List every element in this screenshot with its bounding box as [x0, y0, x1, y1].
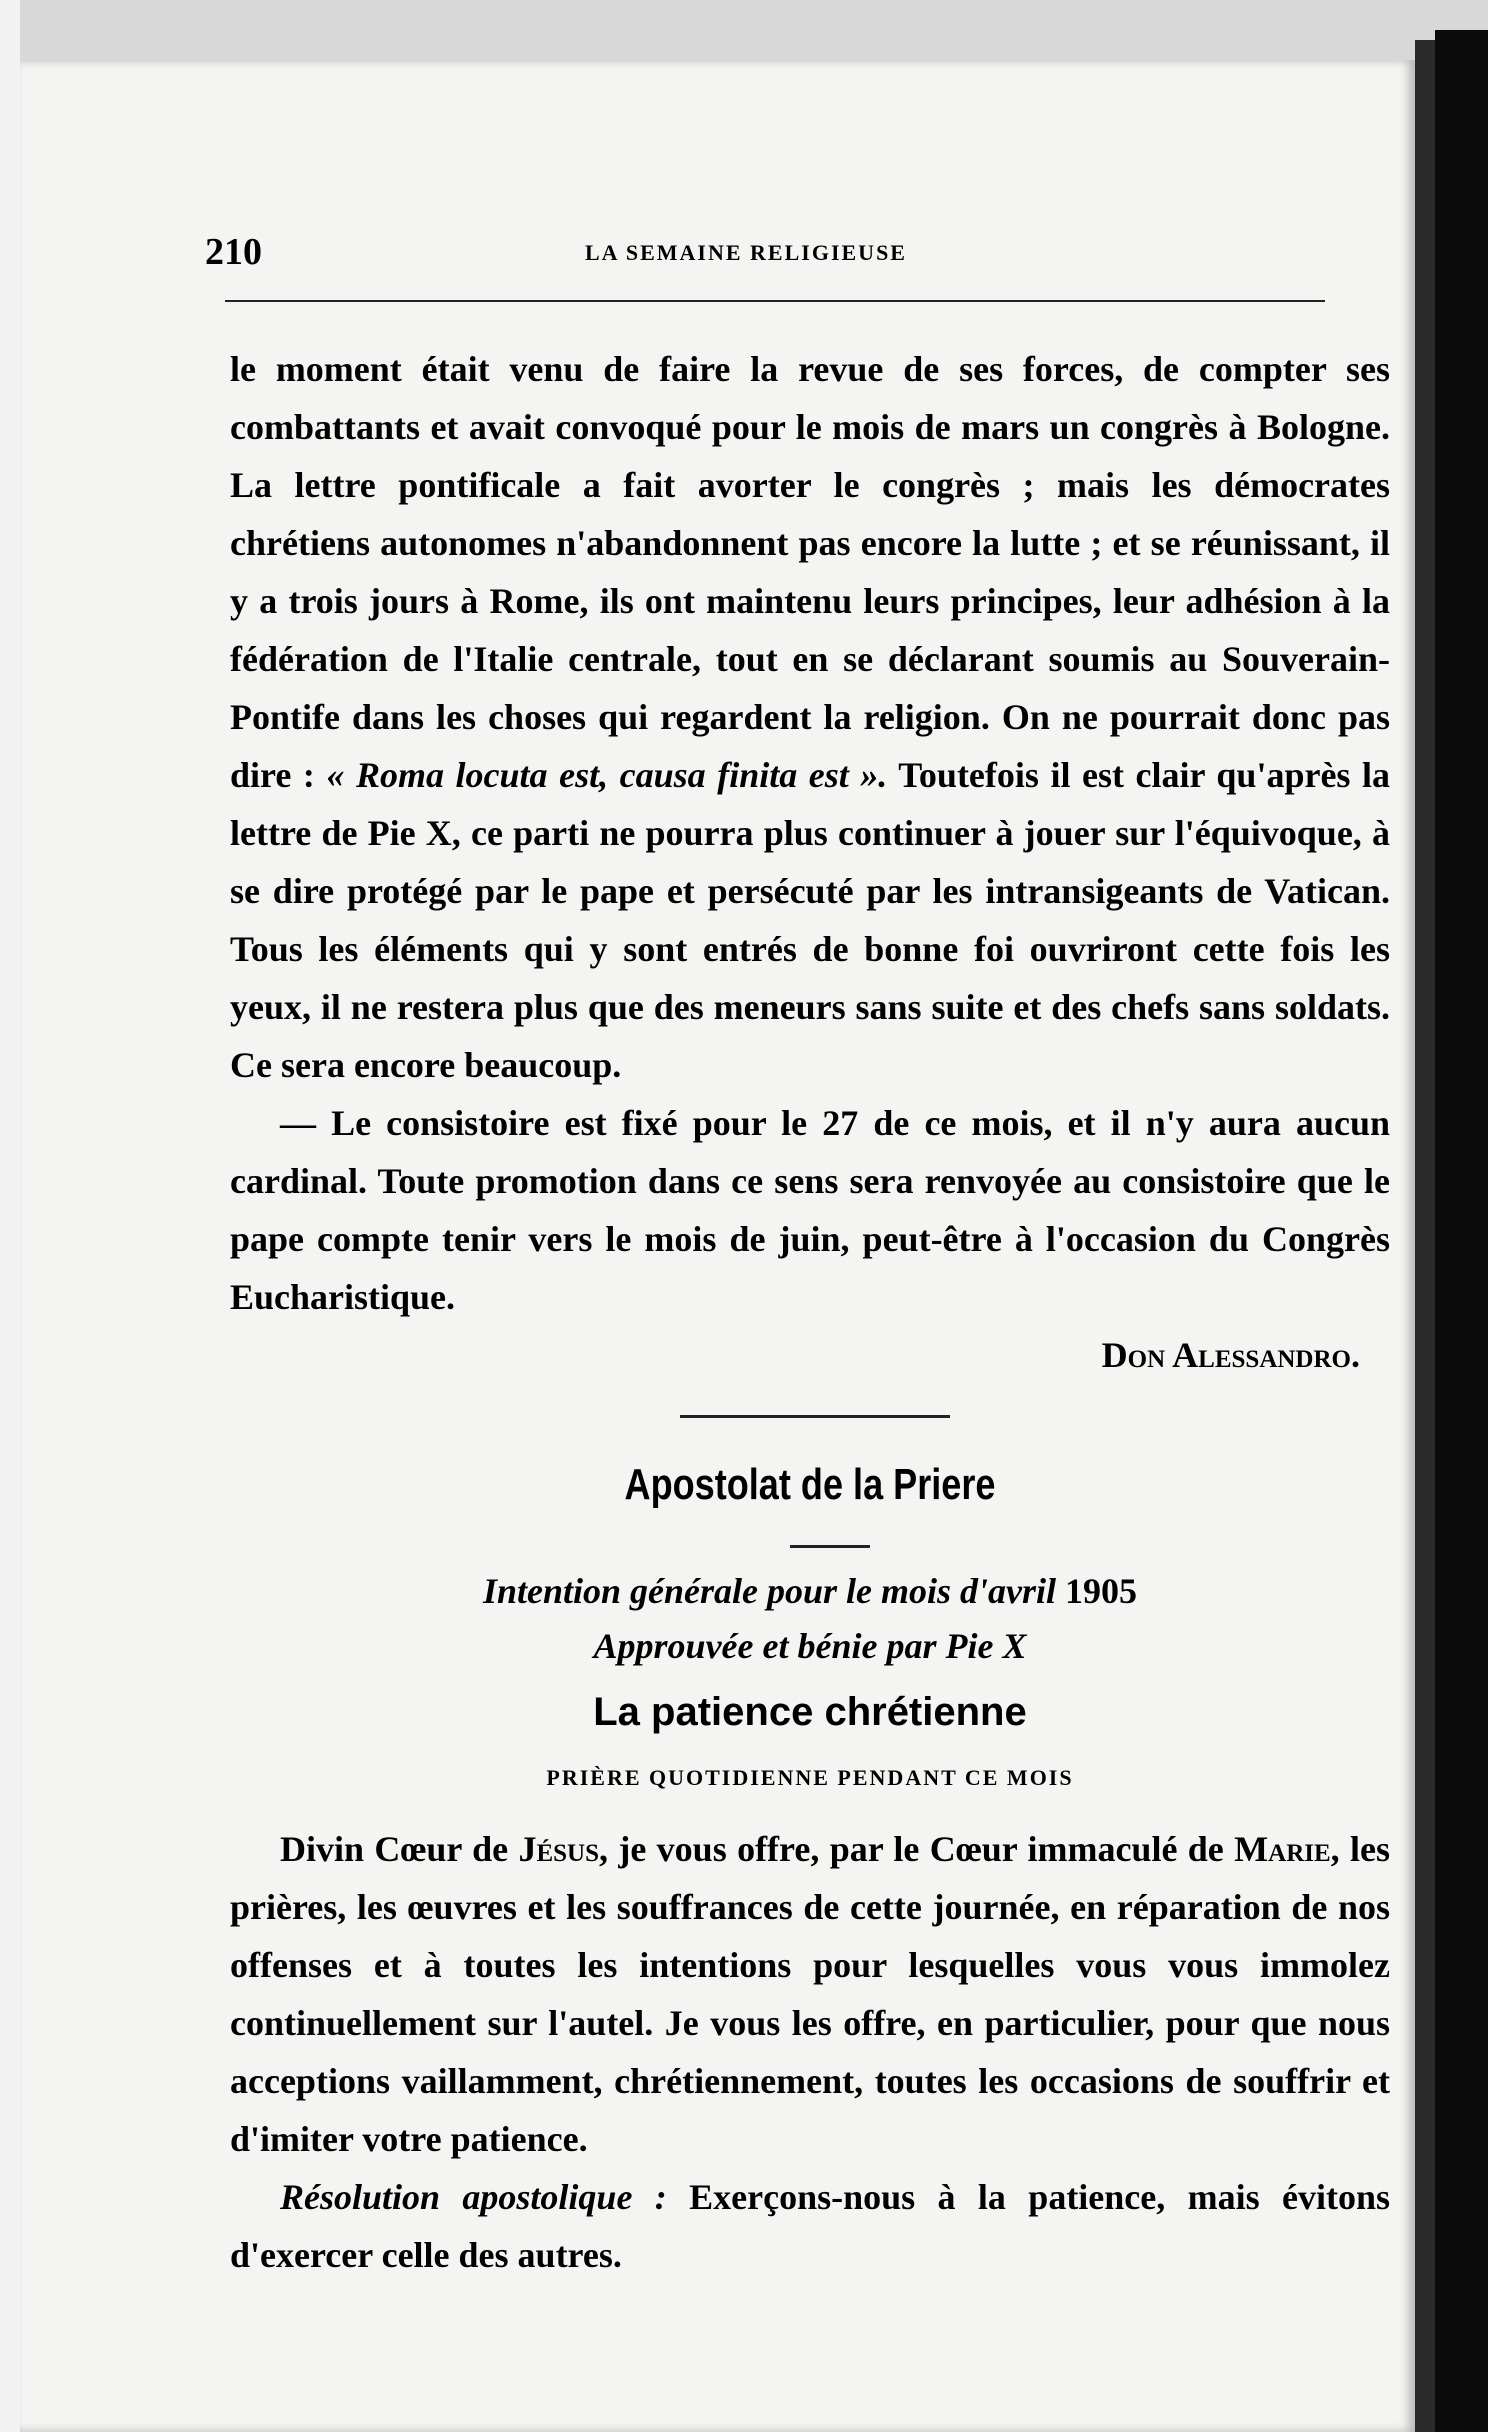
- prayer-text-start: Divin Cœur de: [280, 1829, 509, 1869]
- page-gutter: [1415, 40, 1435, 2432]
- scan-background-left: [0, 0, 20, 2432]
- prayer-heading: PRIÈRE QUOTIDIENNE PENDANT CE MOIS: [546, 1765, 1074, 1790]
- header-rule: [225, 300, 1325, 302]
- article-signature: Don Alessandro.: [1101, 1335, 1360, 1375]
- article-text-continued: Toutefois il est clair qu'après la lettre de Pie X, ce parti ne pourra plus continuer à jouer sur l'équivoque, à se dire protégé par le pape et persécuté par les intransigeants de Vatican. Tous les éléments qui y sont entrés de bonne foi ouvriront cette fois les yeux, il ne restera plus que des meneurs sans suite et des chefs sans soldats. Ce sera encore beaucoup.: [230, 755, 1390, 1085]
- running-head: [205, 230, 1330, 280]
- prayer-text-rest: , les prières, les œuvres et les souffrances de cette journée, en réparation de nos offenses et à toutes les intentions pour lesquelles vous vous immolez continuellement sur l'autel. Je vous les offre, en particulier, pour que nous acceptions vaillamment, chrétiennement, toutes les occasions de souffrir et d'imiter votre patience.: [230, 1829, 1391, 2159]
- running-title: LA SEMAINE RELIGIEUSE: [585, 240, 907, 265]
- intention-text: Intention générale pour le mois d'avril: [482, 1571, 1057, 1611]
- scan-dark-edge: [1435, 30, 1488, 2432]
- resolution-paragraph: [230, 2168, 1390, 2284]
- prayer-paragraph: [230, 1820, 1390, 2168]
- latin-quote: « Roma locuta est, causa finita est ».: [326, 755, 888, 795]
- article-body: [230, 340, 1390, 1384]
- prayer-text-mid: , je vous offre, par le Cœur immaculé de: [599, 1829, 1224, 1869]
- section-title: Apostolat de la Priere: [624, 1460, 996, 1509]
- section-divider: [680, 1415, 950, 1418]
- resolution-text: Exerçons-nous à la patience, mais évitons d'exercer celle des autres.: [230, 2177, 1390, 2275]
- approval-line: Approuvée et bénie par Pie X: [593, 1626, 1027, 1666]
- title-underline: [790, 1545, 870, 1548]
- prayer-body: [230, 1820, 1390, 2284]
- article-paragraph: [230, 340, 1390, 1094]
- consistory-paragraph: — Le consistoire est fixé pour le 27 de ce mois, et il n'y aura aucun cardinal. Toute promotion dans ce sens sera renvoyée au consistoire que le pape compte tenir vers le mois de juin, peut-être à l'occasion du Congrès Eucharistique.: [230, 1103, 1390, 1317]
- intention-line: [230, 1570, 1390, 1612]
- name-jesus: Jésus: [518, 1829, 599, 1869]
- article-text: le moment était venu de faire la revue de ses forces, de compter ses combattants et avait convoqué pour le mois de mars un congrès à Bologne. La lettre pontificale a fait avorter le congrès ; mais les démocrates chrétiens autonomes n'abandonnent pas encore la lutte ; et se réunissant, il y a trois jours à Rome, ils ont maintenu leurs principes, leur adhésion à la fédération de l'Italie centrale, tout en se déclarant soumis au Souverain-Pontife dans les choses qui regardent la religion. On ne pourrait donc pas dire :: [230, 349, 1390, 795]
- page-number: 210: [205, 231, 262, 273]
- resolution-label: Résolution apostolique :: [280, 2177, 667, 2217]
- prayer-subtitle: La patience chrétienne: [593, 1690, 1027, 1734]
- intention-year: 1905: [1065, 1571, 1138, 1611]
- name-marie: Marie: [1234, 1829, 1331, 1869]
